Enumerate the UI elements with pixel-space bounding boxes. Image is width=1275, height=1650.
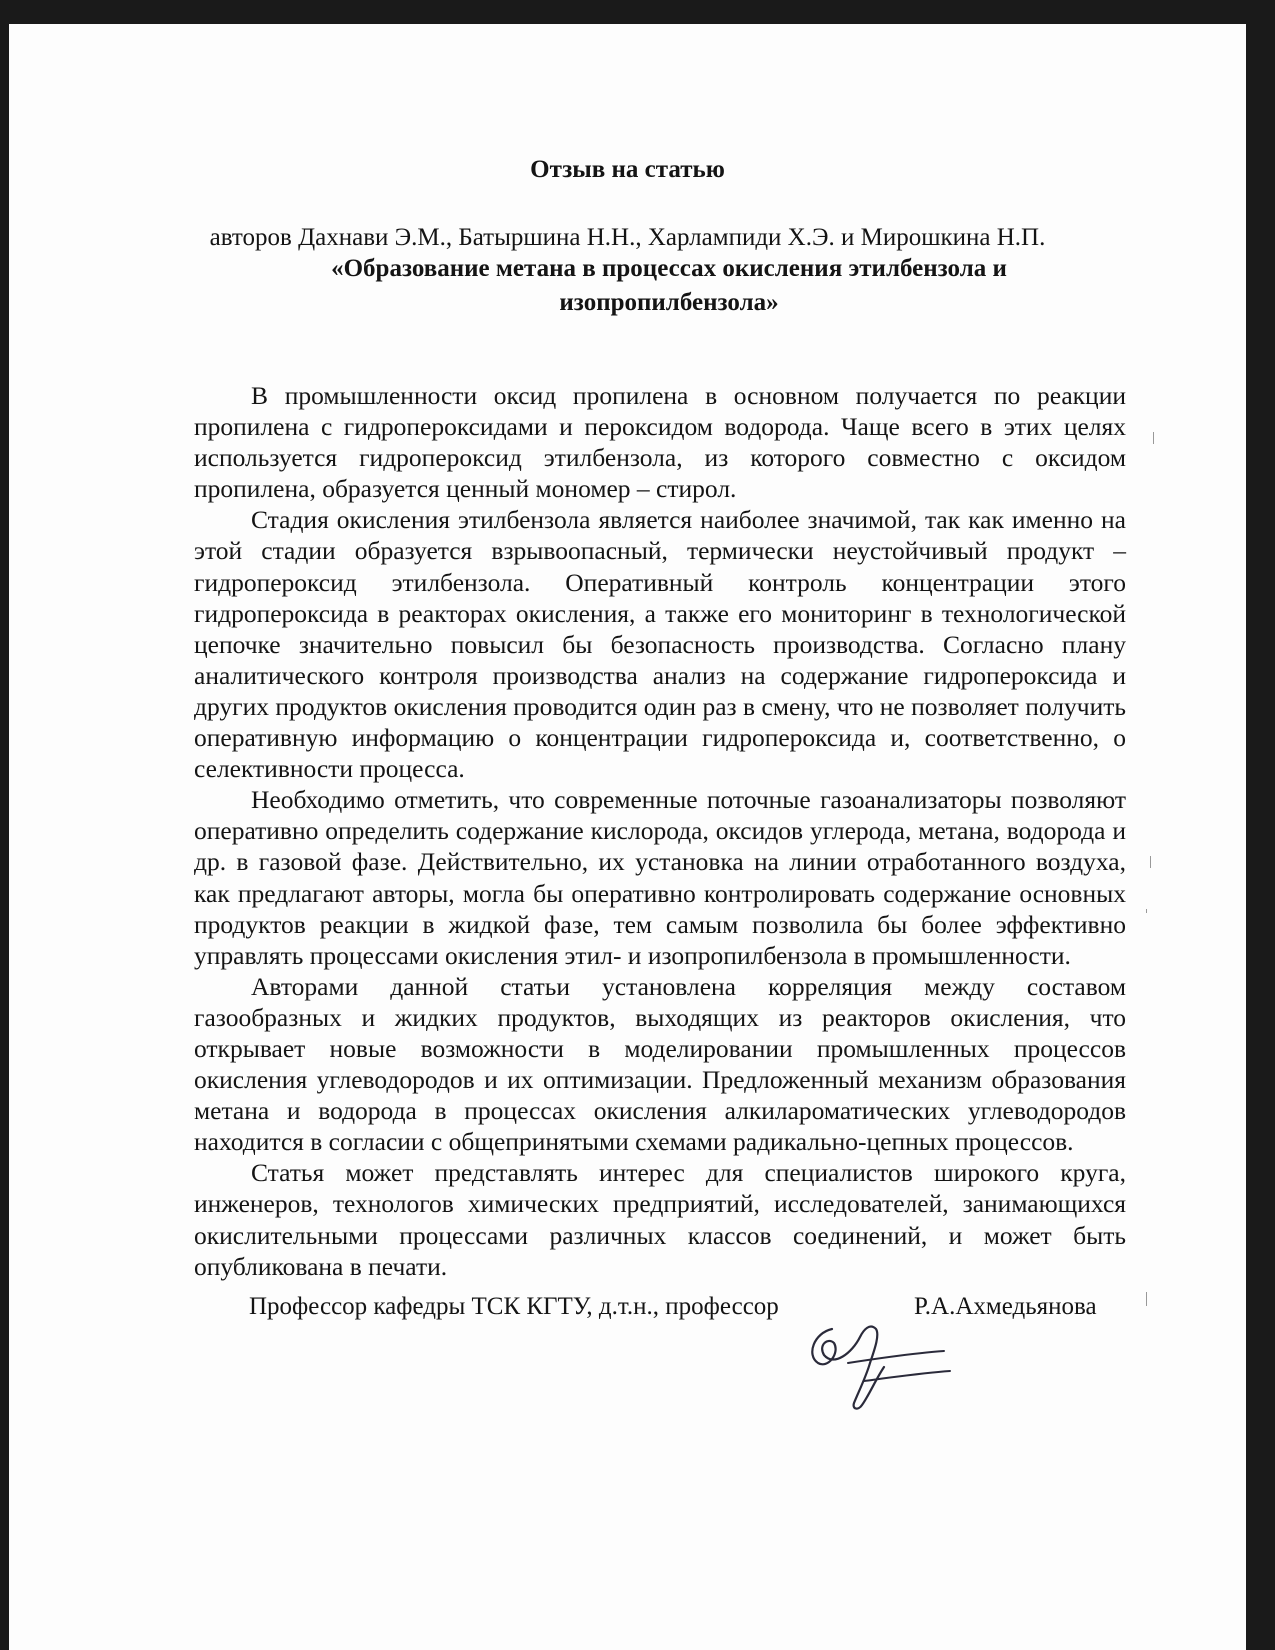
- margin-mark: [1153, 432, 1154, 444]
- margin-mark: [1150, 856, 1151, 868]
- document-page: [9, 24, 1246, 1650]
- article-title: «Образование метана в процессах окисления этилбензола и изопропилбензола»: [331, 255, 1007, 316]
- handwritten-signature: [804, 1307, 954, 1417]
- signatory-name: Р.А.Ахмедьянова: [914, 1293, 1097, 1320]
- authors-line: авторов Дахнави Э.М., Батыршина Н.Н., Харлампиди Х.Э. и Мирошкина Н.П.: [209, 224, 1046, 251]
- paragraph: Стадия окисления этилбензола является наиболее значимой, так как именно на этой стадии образуется взрывоопасный, термически неустойчивый продукт – гидропероксид этилбензола. Оперативный контроль концентрации этого гидропероксида в реакторах окисления, а также его мониторинг в технологической цепочке значительно повысил бы безопасность производства. Согласно плану аналитического контроля производства анализ на содержание гидропероксида и других продуктов окисления проводится один раз в смену, что не позволяет получить оперативную информацию о концентрации гидропероксида и, соответственно, о селективности процесса.: [194, 505, 1126, 784]
- paragraph: Необходимо отметить, что современные поточные газоанализаторы позволяют оперативно определить содержание кислорода, оксидов углерода, метана, водорода и др. в газовой фазе. Действительно, их установка на линии отработанного воздуха, как предлагают авторы, могла бы оперативно контролировать содержание основных продуктов реакции в жидкой фазе, тем самым позволила бы более эффективно управлять процессами окисления этил- и изопропилбензола в промышленности.: [194, 785, 1126, 970]
- paragraph: В промышленности оксид пропилена в основном получается по реакции пропилена с гидропероксидами и пероксидом водорода. Чаще всего в этих целях используется гидропероксид этилбензола, из которого совместно с оксидом пропилена, образуется ценный мономер – стирол.: [194, 381, 1126, 504]
- signatory-position: Профессор кафедры ТСК КГТУ, д.т.н., профессор: [249, 1293, 779, 1320]
- review-body: [194, 380, 1126, 1282]
- margin-mark: [1146, 1292, 1147, 1306]
- paragraph: Авторами данной статьи установлена корреляция между составом газообразных и жидких продуктов, выходящих из реакторов окисления, что открывает новые возможности в моделировании промышленных процессов окисления углеводородов и их оптимизации. Предложенный механизм образования метана и водорода в процессах окисления алкилароматических углеводородов находится в согласии с общепринятыми схемами радикально-цепных процессов.: [194, 971, 1126, 1157]
- document-heading: Отзыв на статью: [530, 156, 725, 183]
- paragraph: Статья может представлять интерес для специалистов широкого круга, инженеров, технологов химических предприятий, исследователей, занимающихся окислительными процессами различных классов соединений, и может быть опубликована в печати.: [194, 1158, 1126, 1281]
- margin-mark: [1146, 909, 1147, 913]
